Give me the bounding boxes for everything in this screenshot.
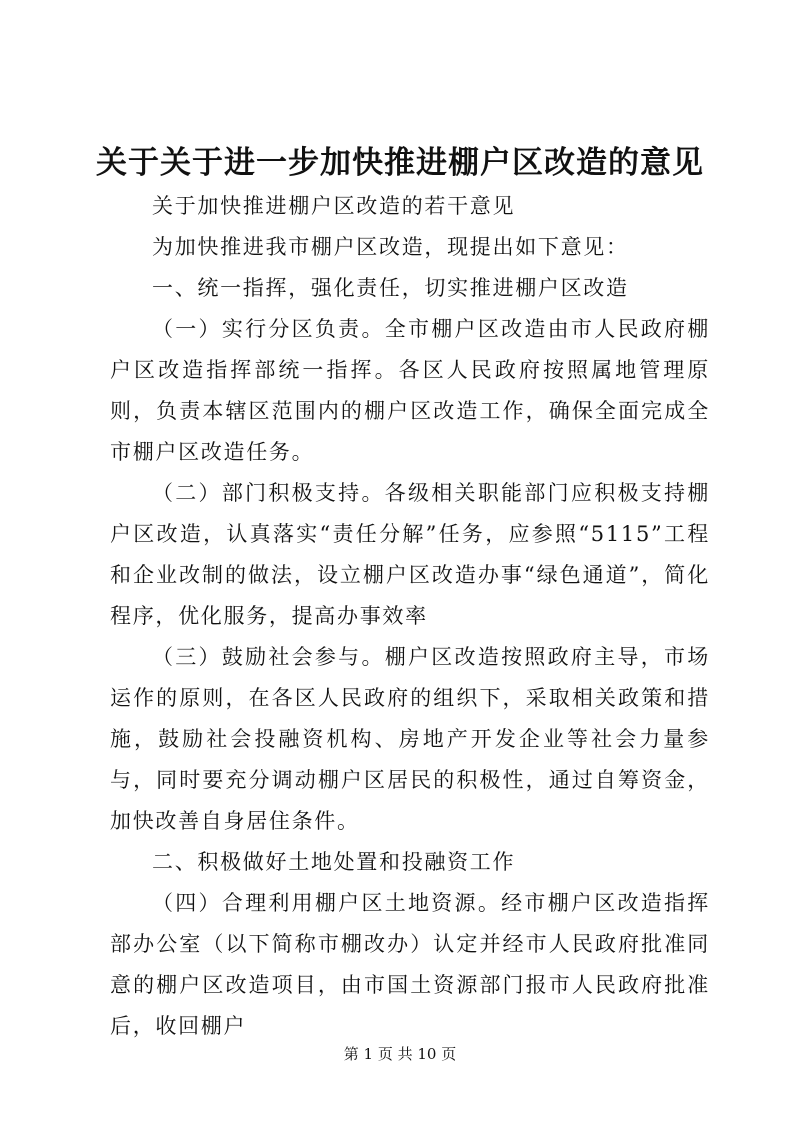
document-title: 关于关于进一步加快推进棚户区改造的意见 (96, 145, 704, 181)
paragraph-intro: 为加快推进我市棚户区改造，现提出如下意见： (152, 235, 629, 259)
paragraph-subtitle: 关于加快推进棚户区改造的若干意见 (152, 194, 516, 218)
section-heading-2: 二、积极做好土地处置和投融资工作 (152, 850, 516, 874)
document-body (110, 186, 710, 1047)
paragraph-item-1: （一）实行分区负责。全市棚户区改造由市人民政府棚户区改造指挥部统一指挥。各区人民政府按照属地管理原则，负责本辖区范围内的棚户区改造工作，确保全面完成全市棚户区改造任务。 (110, 317, 710, 464)
paragraph-item-2: （二）部门积极支持。各级相关职能部门应积极支持棚户区改造，认真落实“责任分解”任务，应参照“5115”工程和企业改制的做法，设立棚户区改造办事“绿色通道”，简化程序，优化服务，提高办事效率 (110, 481, 710, 628)
section-heading-1: 一、统一指挥，强化责任，切实推进棚户区改造 (152, 276, 629, 300)
page-number-footer: 第 1 页 共 10 页 (343, 1045, 457, 1063)
paragraph-item-3: （三）鼓励社会参与。棚户区改造按照政府主导，市场运作的原则，在各区人民政府的组织下，采取相关政策和措施，鼓励社会投融资机构、房地产开发企业等社会力量参与，同时要充分调动棚户区居民的积极性，通过自筹资金，加快改善自身居住条件。 (110, 645, 710, 833)
paragraph-item-4: （四）合理利用棚户区土地资源。经市棚户区改造指挥部办公室（以下简称市棚改办）认定并经市人民政府批准同意的棚户区改造项目，由市国土资源部门报市人民政府批准后，收回棚户 (110, 891, 710, 1038)
